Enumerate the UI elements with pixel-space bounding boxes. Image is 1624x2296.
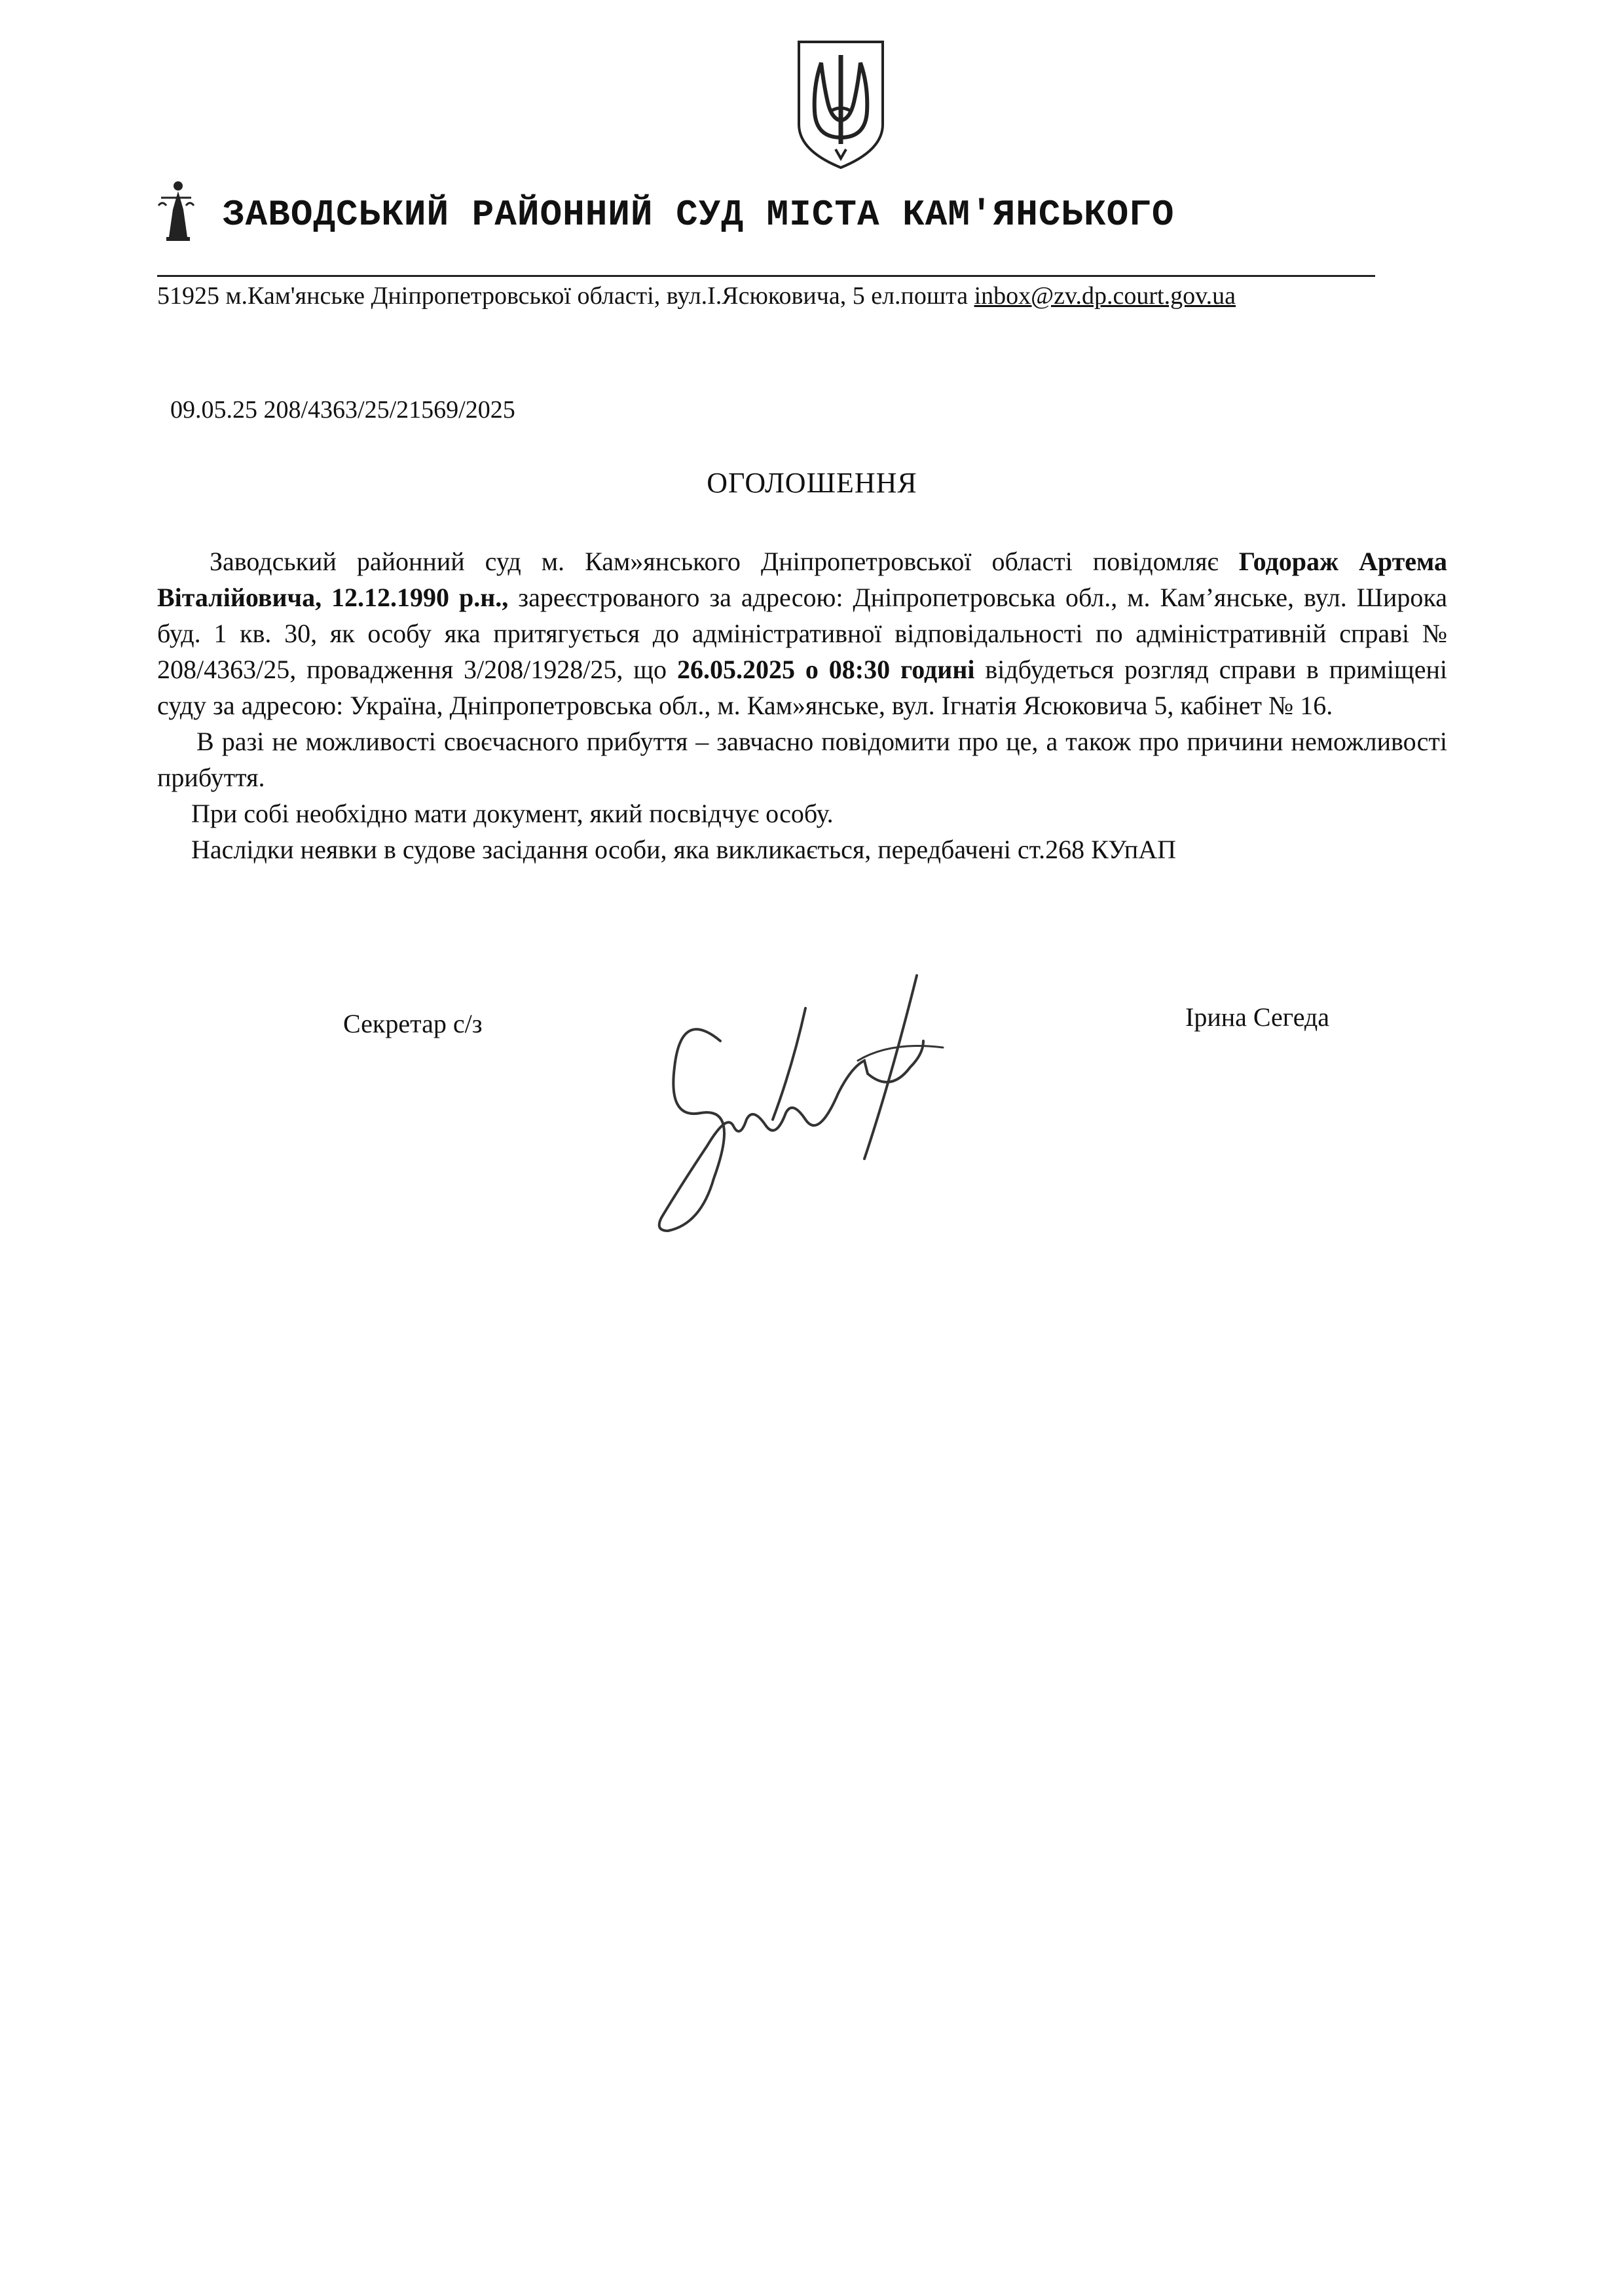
document-reference: 09.05.25 208/4363/25/21569/2025 — [170, 396, 515, 424]
secretary-name: Ірина Сегеда — [1185, 1002, 1330, 1032]
notice-paragraph: В разі не можливості своєчасного прибуття – завчасно повідомити про це, а також про причини неможливості прибуття. — [157, 727, 1447, 792]
paragraph-text: Заводський районний суд м. Кам»янського Дніпропетровської області повідомляє — [210, 547, 1239, 576]
document-requirement: При собі необхідно мати документ, який посвідчує особу. — [191, 799, 834, 828]
signature-icon — [642, 962, 995, 1250]
themis-icon — [157, 177, 196, 242]
consequences-note: Наслідки неявки в судове засідання особи, яка викликається, передбачені ст.268 КУпАП — [191, 835, 1176, 864]
paragraph-text: зареєстрованого за адресою: Дніпропетровська обл., м. Кам’янське, вул. Широка буд. 1 кв. 30, як особу яка притягується до адміністративної відповідальності по адміністративній справі № 208/4363/25, провадження 3/208/1928/25, що — [157, 583, 1447, 684]
paragraph-text: відбудеться розгляд справи в приміщені суду за адресою: Україна, Дніпропетровська обл., м. Кам»янське, вул. Ігнатія Ясюковича 5, кабінет № 16. — [157, 655, 1448, 720]
court-title: ЗАВОДСЬКИЙ РАЙОННИЙ СУД МІСТА КАМ'ЯНСЬКОГО — [223, 194, 1175, 236]
secretary-title: Секретар с/з — [343, 1009, 483, 1038]
announcement-body — [157, 543, 1447, 867]
header-divider — [157, 275, 1375, 277]
announcement-paragraph — [157, 543, 1447, 723]
person-name: Годораж Артема Віталійовича, 12.12.1990 р.н., — [157, 547, 1447, 612]
address-text: 51925 м.Кам'янське Дніпропетровської області, вул.І.Ясюковича, 5 ел.пошта — [157, 282, 974, 310]
document-heading: ОГОЛОШЕННЯ — [707, 467, 917, 499]
trident-coat-of-arms-icon — [795, 39, 887, 170]
hearing-datetime: 26.05.2025 о 08:30 годині — [676, 655, 975, 684]
email-link[interactable]: inbox@zv.dp.court.gov.ua — [974, 282, 1236, 310]
court-address — [157, 282, 1236, 310]
